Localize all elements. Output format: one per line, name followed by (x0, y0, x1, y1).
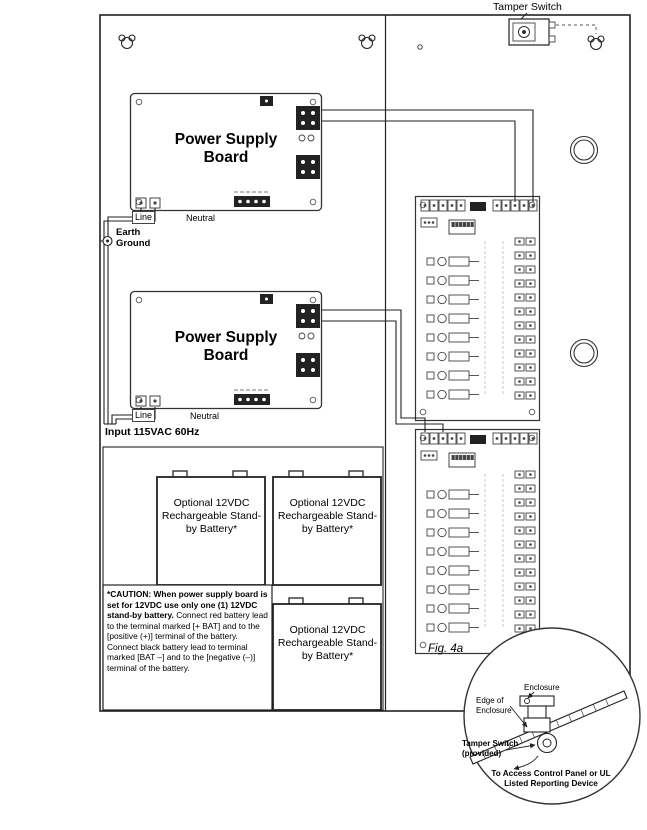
inset-destination-label: To Access Control Panel or UL Listed Reporting Device (491, 769, 611, 788)
board2-neutral-label: Neutral (190, 411, 220, 421)
input-voltage-label: Input 115VAC 60Hz (105, 426, 200, 438)
inset-edge-of-enclosure-label: Edge of Enclosure (476, 696, 512, 715)
inset-enclosure-label: Enclosure (524, 683, 560, 692)
caution-text (107, 589, 268, 674)
power-supply-board-2-title: Power Supply Board (174, 329, 278, 364)
caution-text-body: Connect red battery lead to the terminal marked [+ BAT] and to the [positive (+)] terminal of the battery. Connect black battery lead to terminal marked [BAT –] and to the [negative (–)] terminal of the battery. (107, 610, 268, 674)
earth-ground-label: Earth Ground (116, 227, 151, 249)
figure-label: Fig. 4a (428, 643, 464, 655)
inset-tamper-switch-label: Tamper Switch (provided) (462, 739, 519, 758)
battery-2-label: Optional 12VDC Rechargeable Stand-by Battery* (277, 497, 378, 536)
power-supply-board-1-title: Power Supply Board (174, 131, 278, 166)
earth-ground-symbol (103, 237, 112, 246)
battery-1-label: Optional 12VDC Rechargeable Stand-by Battery* (161, 497, 262, 536)
control-board-1 (416, 197, 540, 421)
tamper-switch-top (509, 13, 596, 45)
tamper-switch-label: Tamper Switch (493, 1, 562, 13)
board2-line-label: Line (132, 409, 155, 422)
battery-3-label: Optional 12VDC Rechargeable Stand-by Battery* (277, 624, 378, 663)
board1-neutral-label: Neutral (186, 213, 216, 223)
board1-line-label: Line (132, 211, 155, 224)
control-board-2 (416, 430, 540, 654)
caution-text-bold: *CAUTION: When power supply board is set for 12VDC use only one (1) 12VDC stand-by battery. (107, 589, 268, 621)
knockouts (571, 137, 598, 367)
